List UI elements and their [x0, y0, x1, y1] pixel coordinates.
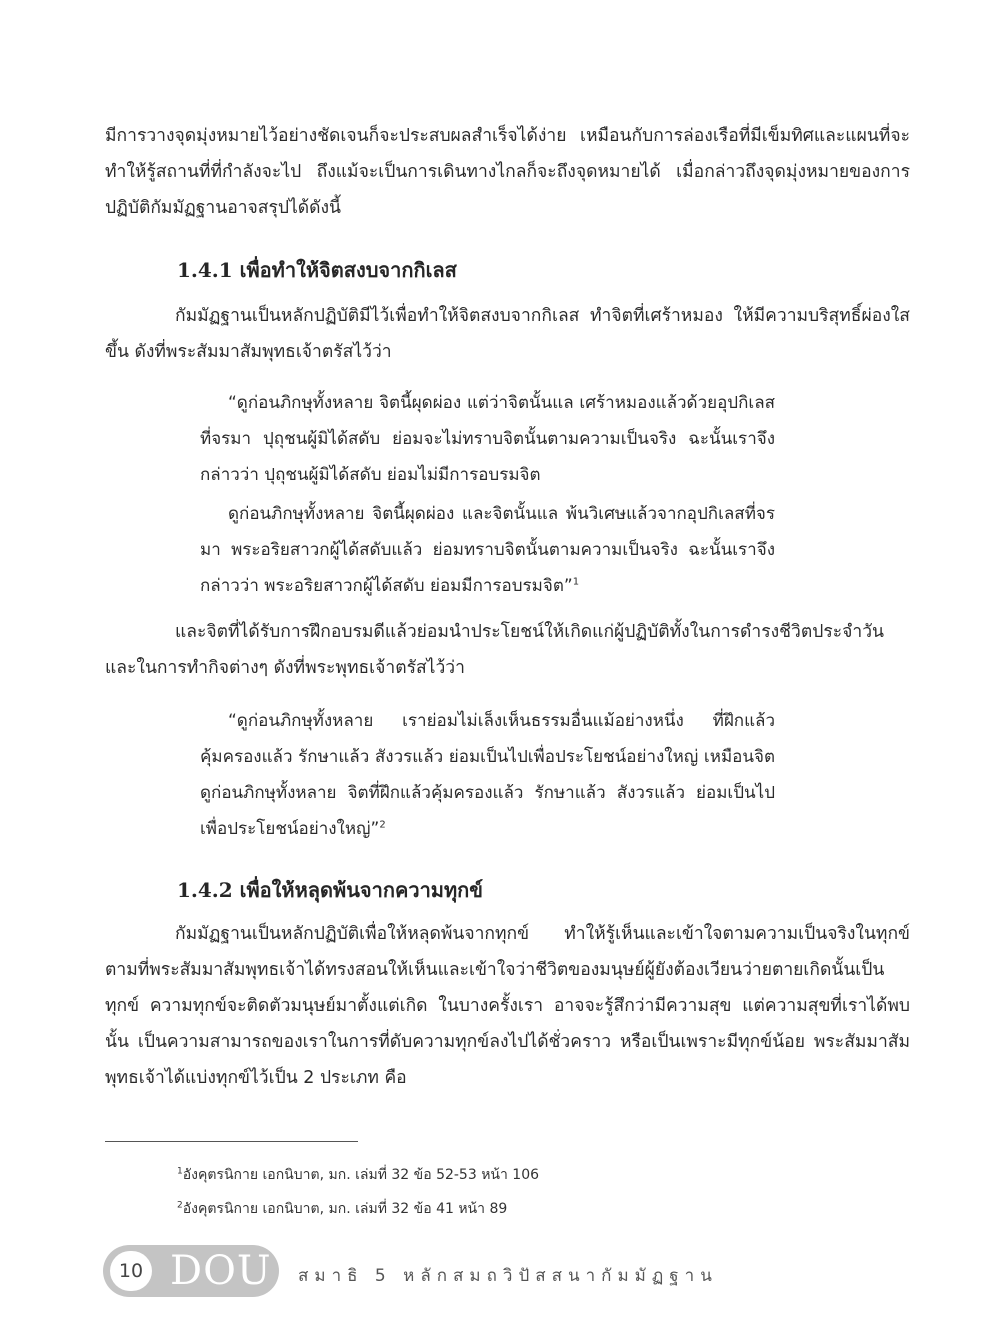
footnote-1 [177, 1164, 539, 1186]
quote-3 [200, 703, 775, 847]
section-heading-1-4-2: 1.4.2 เพื่อให้หลุดพ้นจากความทุกข์ [177, 878, 483, 902]
footnote-ref-1: 1 [572, 576, 580, 588]
footnote-2-text: อังคุตรนิกาย เอกนิบาต, มก. เล่มที่ 32 ข้อ 41 หน้า 89 [182, 1201, 508, 1217]
quote-1-text: “ดูก่อนภิกษุทั้งหลาย จิตนี้ผุดผ่อง แต่ว่าจิตนั้นแล เศร้าหมองแล้วด้วยอุปกิเลสที่จรมา ปุถุชนผู้มิได้สดับ ย่อมจะไม่ทราบจิตนั้นตามความเป็นจริง ฉะนั้นเราจึงกล่าวว่า ปุถุชนผู้มิได้สดับ ย่อมไม่มีการอบรมจิต [200, 393, 775, 485]
section-2-paragraph: กัมมัฏฐานเป็นหลักปฏิบัติเพื่อให้หลุดพ้นจากทุกข์ ทำให้รู้เห็นและเข้าใจตามความเป็นจริงในทุกข์ตามที่พระสัมมาสัมพุทธเจ้าได้ทรงสอนให้เห็นและเข้าใจว่าชีวิตของมนุษย์ผู้ยังต้องเวียนว่ายตายเกิดนั้นเป็นทุกข์ ความทุกข์จะติดตัวมนุษย์มาตั้งแต่เกิด ในบางครั้งเรา อาจจะรู้สึกว่ามีความสุข แต่ความสุขที่เราได้พบนั้น เป็นความสามารถของเราในการที่ดับความทุกข์ลงไปได้ชั่วคราว หรือเป็นเพราะมีทุกข์น้อย พระสัมมาสัมพุทธเจ้าได้แบ่งทุกข์ไว้เป็น 2 ประเภท คือ [105, 924, 910, 1088]
footnote-2-number: 2 [177, 1200, 183, 1211]
intro-paragraph: มีการวางจุดมุ่งหมายไว้อย่างชัดเจนก็จะประสบผลสำเร็จได้ง่าย เหมือนกับการล่องเรือที่มีเข็มทิศและแผนที่จะทำให้รู้สถานที่ที่กำลังจะไป ถึงแม้จะเป็นการเดินทางไกลก็จะถึงจุดหมายได้ เมื่อกล่าวถึงจุดมุ่งหมายของการปฏิบัติกัมมัฏฐานอาจสรุปได้ดังนี้ [105, 126, 910, 218]
dou-logo: DOU [170, 1248, 272, 1294]
footnote-2 [177, 1198, 507, 1220]
quote-2 [200, 496, 775, 604]
section-1-paragraph: กัมมัฏฐานเป็นหลักปฏิบัติมีไว้เพื่อทำให้จิตสงบจากกิเลส ทำจิตที่เศร้าหมอง ให้มีความบริสุทธิ์ผ่องใสขึ้น ดังที่พระสัมมาสัมพุทธเจ้าตรัสไว้ว่า [105, 306, 910, 362]
course-title: สมาธิ 5 หลักสมถวิปัสสนากัมมัฏฐาน [298, 1266, 718, 1286]
footnote-1-text: อังคุตรนิกาย เอกนิบาต, มก. เล่มที่ 32 ข้อ 52-53 หน้า 106 [182, 1167, 540, 1183]
quote-1 [200, 385, 775, 493]
quote-2-text: ดูก่อนภิกษุทั้งหลาย จิตนี้ผุดผ่อง และจิตนั้นแล พ้นวิเศษแล้วจากอุปกิเลสที่จรมา พระอริยสาวกผู้ได้สดับแล้ว ย่อมทราบจิตนั้นตามความเป็นจริง ฉะนั้นเราจึงกล่าวว่า พระอริยสาวกผู้ได้สดับ ย่อมมีการอบรมจิต” [200, 504, 775, 596]
footnote-ref-2: 2 [379, 819, 386, 831]
page-number: 10 [110, 1251, 152, 1291]
section-1-paragraph-2: และจิตที่ได้รับการฝึกอบรมดีแล้วย่อมนำประโยชน์ให้เกิดแก่ผู้ปฏิบัติทั้งในการดำรงชีวิตประจำวันและในการทำกิจต่างๆ ดังที่พระพุทธเจ้าตรัสไว้ว่า [105, 622, 885, 678]
section-heading-1-4-1: 1.4.1 เพื่อทำให้จิตสงบจากกิเลส [177, 258, 457, 282]
footnote-1-number: 1 [177, 1166, 183, 1177]
footnote-divider [105, 1141, 358, 1142]
quote-3-text: “ดูก่อนภิกษุทั้งหลาย เราย่อมไม่เล็งเห็นธรรมอื่นแม้อย่างหนึ่ง ที่ฝึกแล้ว คุ้มครองแล้ว รักษาแล้ว สังวรแล้ว ย่อมเป็นไปเพื่อประโยชน์อย่างใหญ่ เหมือนจิต ดูก่อนภิกษุทั้งหลาย จิตที่ฝึกแล้วคุ้มครองแล้ว รักษาแล้ว สังวรแล้ว ย่อมเป็นไปเพื่อประโยชน์อย่างใหญ่” [200, 711, 775, 839]
